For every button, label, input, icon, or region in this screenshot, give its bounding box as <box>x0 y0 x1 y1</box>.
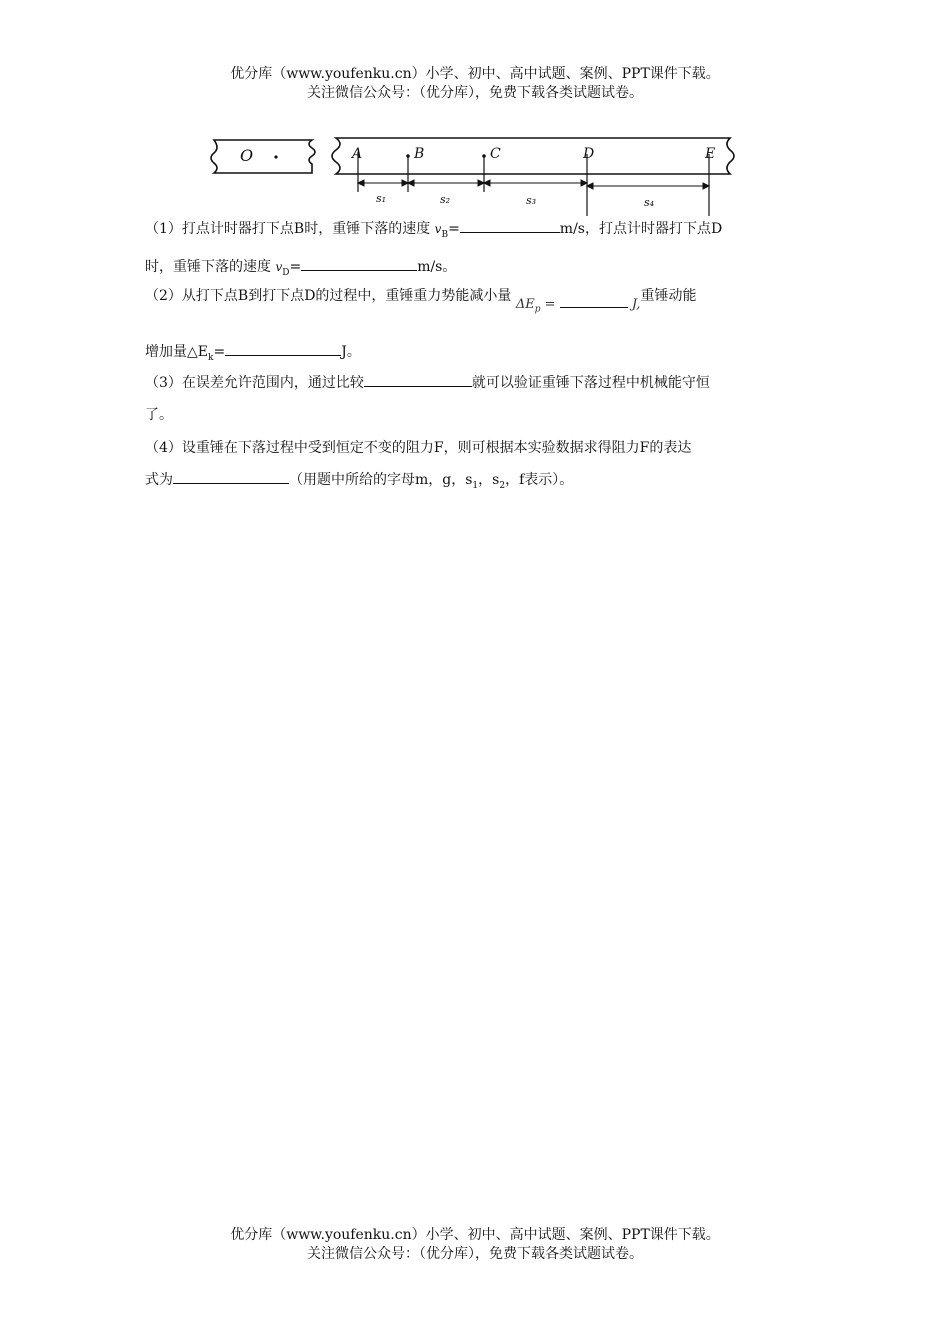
q3-answer-blank[interactable] <box>364 368 472 387</box>
paper-tape-figure <box>200 128 760 220</box>
q1-answer-blank-vd[interactable] <box>301 252 417 271</box>
header-line-2: 关注微信公众号：（优分库），免费下载各类试题试卷。 <box>307 85 643 101</box>
q1-vb-sub: B <box>441 229 449 240</box>
question-4 <box>145 432 813 502</box>
tape-left-piece <box>211 140 315 173</box>
q1-answer-blank-vb[interactable] <box>460 214 560 233</box>
point-b-dot <box>406 154 410 158</box>
page-header <box>0 65 950 103</box>
footer-line-1: 优分库（www.youfenku.cn）小学、初中、高中试题、案例、PPT课件下载。 <box>230 1227 720 1243</box>
q2-suffix: 重锤动能 <box>640 288 697 304</box>
point-label-b: B <box>414 146 425 162</box>
q4-sep: ，s <box>478 472 500 488</box>
question-3 <box>145 367 813 431</box>
q4-suffix-a: （用题中所给的字母m，g，s <box>289 472 473 488</box>
question-1 <box>145 213 813 289</box>
tape-right-piece <box>332 138 734 174</box>
segment-label-s1: s₁ <box>376 192 387 205</box>
q2-answer-blank-ep[interactable] <box>560 293 628 308</box>
q3-suffix: 就可以验证重锤下落过程中机械能守恒 <box>471 375 710 391</box>
point-c-dot <box>482 154 486 158</box>
q1-vd-sub: D <box>282 267 290 278</box>
q2-formula-unit: J, <box>631 297 641 312</box>
q2-answer-blank-ek[interactable] <box>225 337 341 356</box>
segment-label-s2: s₂ <box>440 193 451 206</box>
q2-line2-sub: k <box>208 352 214 363</box>
q4-s2-sub: 2 <box>499 480 506 491</box>
tape-dot-small <box>274 155 277 158</box>
q3-line2: 了。 <box>145 407 173 423</box>
header-line-1: 优分库（www.youfenku.cn）小学、初中、高中试题、案例、PPT课件下载。 <box>230 66 720 82</box>
page-footer <box>0 1226 950 1264</box>
q2-line2-eq: = <box>213 344 226 360</box>
q1-prefix: （1）打点计时器打下点B时，重锤下落的速度 <box>145 221 435 237</box>
q4-suffix-b: ，f表示）。 <box>505 472 574 488</box>
q2-formula-lhs: ΔE <box>515 297 535 312</box>
q2-formula-sub: p <box>534 304 541 315</box>
segment-label-s4: s₄ <box>644 196 655 209</box>
q2-line2-unit: J。 <box>341 344 361 360</box>
q1-vd-symbol: v <box>275 259 283 274</box>
q4-line2-prefix: 式为 <box>145 472 173 488</box>
question-2 <box>145 279 813 319</box>
tape-dot-o: O <box>240 146 254 165</box>
footer-line-2: 关注微信公众号：（优分库），免费下载各类试题试卷。 <box>307 1246 643 1262</box>
q2-line2-prefix: 增加量△E <box>145 344 208 360</box>
point-label-d: D <box>583 146 595 162</box>
point-label-a: A <box>352 146 363 162</box>
q1-unit1: m/s，打点计时器打下点D <box>559 221 723 237</box>
point-label-c: C <box>490 146 501 162</box>
q2-formula <box>515 297 641 315</box>
q2-formula-eq: = <box>544 297 556 312</box>
q4-s1-sub: 1 <box>472 480 479 491</box>
q4-line1: （4）设重锤在下落过程中受到恒定不变的阻力F，则可根据本实验数据求得阻力F的表达 <box>145 440 692 456</box>
q1-line2-prefix: 时，重锤下落的速度 <box>145 258 276 275</box>
q1-unit2: m/s。 <box>417 258 457 275</box>
q4-answer-blank[interactable] <box>173 465 289 484</box>
q1-eq1: = <box>448 221 460 237</box>
q1-eq2: = <box>289 258 302 275</box>
point-label-e: E <box>705 146 716 162</box>
q2-prefix: （2）从打下点B到打下点D的过程中，重锤重力势能减小量 <box>145 288 512 304</box>
q1-vb-symbol: v <box>434 222 442 236</box>
q3-prefix: （3）在误差允许范围内，通过比较 <box>145 375 364 391</box>
segment-label-s3: s₃ <box>526 194 537 207</box>
